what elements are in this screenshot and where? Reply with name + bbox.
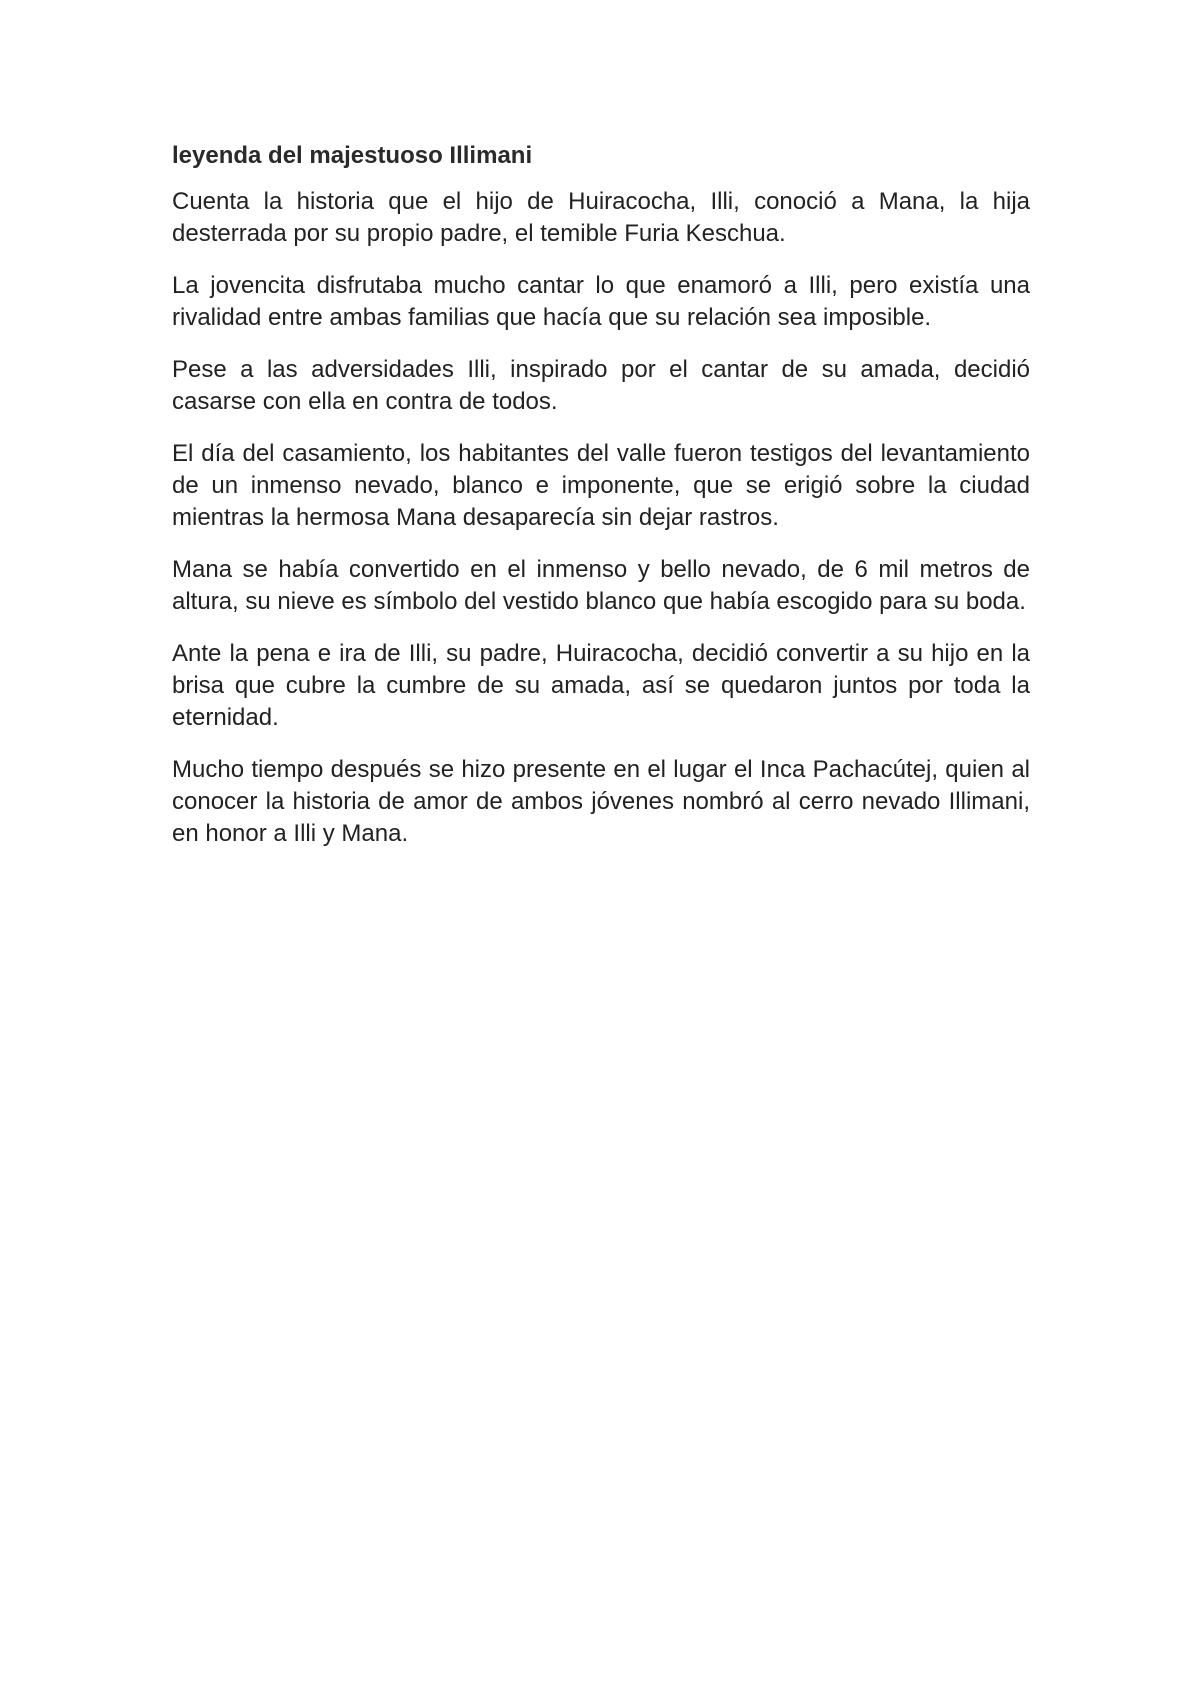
document-body xyxy=(172,140,1030,870)
document-title: leyenda del majestuoso Illimani xyxy=(172,142,533,169)
paragraph: La jovencita disfrutaba mucho cantar lo que enamoró a Illi, pero existía una rivalidad entre ambas familias que hacía que su relación sea imposible. xyxy=(172,272,1030,331)
paragraph: El día del casamiento, los habitantes del valle fueron testigos del levantamiento de un inmenso nevado, blanco e imponente, que se erigió sobre la ciudad mientras la hermosa Mana desaparecía sin dejar rastros. xyxy=(172,440,1030,531)
paragraph: Mucho tiempo después se hizo presente en el lugar el Inca Pachacútej, quien al conocer la historia de amor de ambos jóvenes nombró al cerro nevado Illimani, en honor a Illi y Mana. xyxy=(172,756,1030,847)
paragraph: Pese a las adversidades Illi, inspirado por el cantar de su amada, decidió casarse con ella en contra de todos. xyxy=(172,356,1030,415)
paragraph: Cuenta la historia que el hijo de Huiracocha, Illi, conoció a Mana, la hija desterrada por su propio padre, el temible Furia Keschua. xyxy=(172,188,1030,247)
paragraph: Mana se había convertido en el inmenso y bello nevado, de 6 mil metros de altura, su nieve es símbolo del vestido blanco que había escogido para su boda. xyxy=(172,556,1030,615)
paragraph: Ante la pena e ira de Illi, su padre, Huiracocha, decidió convertir a su hijo en la brisa que cubre la cumbre de su amada, así se quedaron juntos por toda la eternidad. xyxy=(172,640,1030,731)
